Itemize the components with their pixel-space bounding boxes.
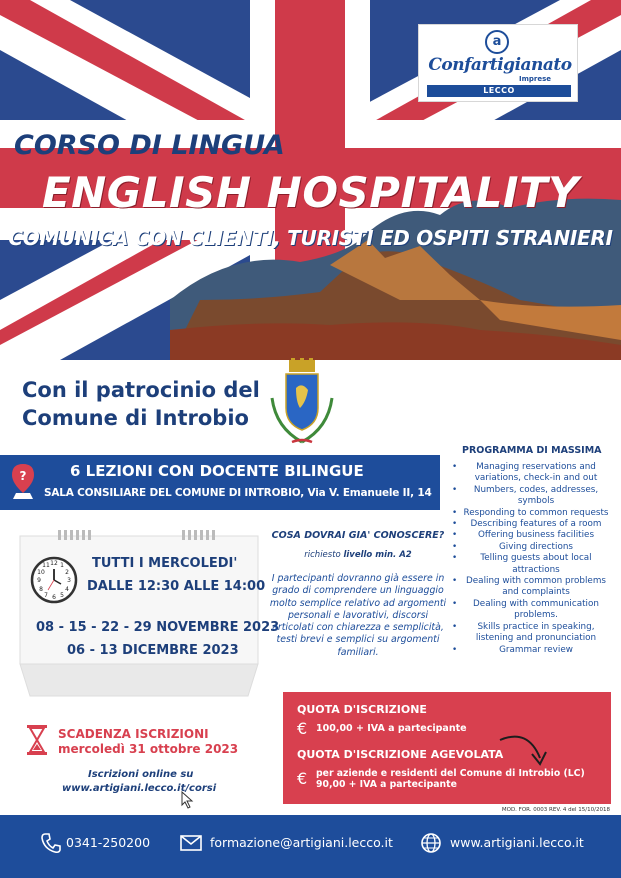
patronage-line2: Comune di Introbio — [22, 406, 249, 430]
program-title: PROGRAMMA DI MASSIMA — [462, 445, 602, 456]
logo-sub: Imprese — [519, 75, 552, 83]
globe-icon — [420, 832, 442, 854]
footer-phone[interactable]: 0341-250200 — [66, 835, 151, 850]
list-item: • Numbers, codes, addresses, symbols — [452, 485, 610, 508]
svg-text:7: 7 — [44, 592, 48, 599]
fee-value: 100,00 + IVA a partecipante — [316, 723, 467, 734]
svg-text:3: 3 — [67, 577, 71, 584]
phone-icon — [40, 832, 62, 854]
logo-a-icon: a — [485, 30, 509, 54]
program-list — [452, 462, 610, 656]
reduced-fee-value: 90,00 + IVA a partecipante — [316, 779, 457, 790]
deadline-title: SCADENZA ISCRIZIONI — [58, 727, 209, 741]
document-code: MOD. FOR. 0003 REV. 4 del 15/10/2018 — [501, 807, 610, 813]
list-item: • Grammar review — [452, 645, 610, 656]
online-registration-link[interactable]: www.artigiani.lecco.it/corsi — [62, 783, 217, 794]
fee-title: QUOTA D'ISCRIZIONE — [297, 703, 427, 716]
requirements-level — [268, 550, 448, 560]
list-item: • Dealing with common problems and complaints — [452, 576, 610, 599]
footer-website[interactable]: www.artigiani.lecco.it — [450, 835, 584, 850]
list-item: • Responding to common requests — [452, 508, 610, 519]
list-item: • Giving directions — [452, 542, 610, 553]
venue-address: SALA CONSILIARE DEL COMUNE DI INTROBIO, Via V. Emanuele II, 14 — [44, 487, 432, 499]
mouse-cursor-icon — [181, 791, 195, 809]
clock-icon — [30, 556, 78, 604]
list-item: • Dealing with communication problems. — [452, 599, 610, 622]
euro-icon: € — [297, 719, 308, 738]
svg-text:12: 12 — [50, 560, 58, 567]
svg-text:5: 5 — [60, 592, 64, 599]
location-pin-icon — [10, 463, 36, 501]
introbio-crest-icon — [262, 358, 342, 450]
svg-text:9: 9 — [37, 577, 41, 584]
svg-text:6: 6 — [52, 594, 56, 601]
svg-text:2: 2 — [65, 569, 69, 576]
list-item: • Describing features of a room — [452, 519, 610, 530]
lessons-title: 6 LEZIONI CON DOCENTE BILINGUE — [70, 462, 364, 480]
online-registration-label: Iscrizioni online su — [88, 769, 194, 780]
patronage-line1: Con il patrocinio del — [22, 378, 260, 402]
euro-icon: € — [297, 769, 308, 788]
svg-text:11: 11 — [42, 562, 50, 569]
deadline-date: mercoledì 31 ottobre 2023 — [58, 742, 239, 756]
hourglass-icon — [26, 725, 48, 755]
schedule-day: TUTTI I MERCOLEDI' — [92, 556, 238, 571]
course-title: ENGLISH HOSPITALITY — [41, 168, 580, 217]
curved-arrow-icon — [498, 732, 558, 772]
patronage-text — [22, 376, 260, 432]
reduced-fee-title: QUOTA D'ISCRIZIONE AGEVOLATA — [297, 748, 504, 761]
list-item: • Managing reservations and variations, check-in and out — [452, 462, 610, 485]
requirements-level-prefix: richiesto — [304, 550, 344, 560]
list-item: • Offering business facilities — [452, 530, 610, 541]
requirements-level-value: livello min. A2 — [343, 550, 412, 560]
svg-text:10: 10 — [37, 569, 45, 576]
schedule-dates-december: 06 - 13 DICEMBRE 2023 — [67, 643, 239, 658]
requirements-title: COSA DOVRAI GIA' CONOSCERE? — [271, 530, 445, 541]
schedule-time: DALLE 12:30 ALLE 14:00 — [87, 579, 266, 594]
desk-calendar-image — [14, 528, 264, 700]
svg-text:4: 4 — [65, 586, 69, 593]
course-subtitle: COMUNICA CON CLIENTI, TURISTI ED OSPITI STRANIERI — [8, 226, 613, 250]
svg-text:1: 1 — [60, 562, 64, 569]
hero-banner — [0, 0, 621, 360]
requirements-body: I partecipanti dovranno già essere in grado di comprendere un linguaggio molto semplice relativo ad argomenti personali e lavorativi, discorsi articolati con chiarezza e semplicità, testi brevi e semplici su argomenti familiari. — [269, 573, 447, 658]
logo-city: LECCO — [427, 85, 571, 97]
confartigianato-logo — [418, 24, 578, 102]
svg-text:8: 8 — [39, 586, 43, 593]
schedule-dates-november: 08 - 15 - 22 - 29 NOVEMBRE 2023 — [36, 620, 280, 635]
list-item: • Skills practice in speaking, listening and pronunciation — [452, 622, 610, 645]
course-label: CORSO DI LINGUA — [14, 130, 285, 161]
email-icon — [180, 832, 202, 854]
reduced-fee-condition: per aziende e residenti del Comune di Introbio (LC) — [316, 768, 585, 779]
svg-text:?: ? — [19, 469, 27, 483]
list-item: • Telling guests about local attractions — [452, 553, 610, 576]
logo-name: Confartigianato — [428, 55, 572, 75]
footer-email[interactable]: formazione@artigiani.lecco.it — [210, 835, 393, 850]
